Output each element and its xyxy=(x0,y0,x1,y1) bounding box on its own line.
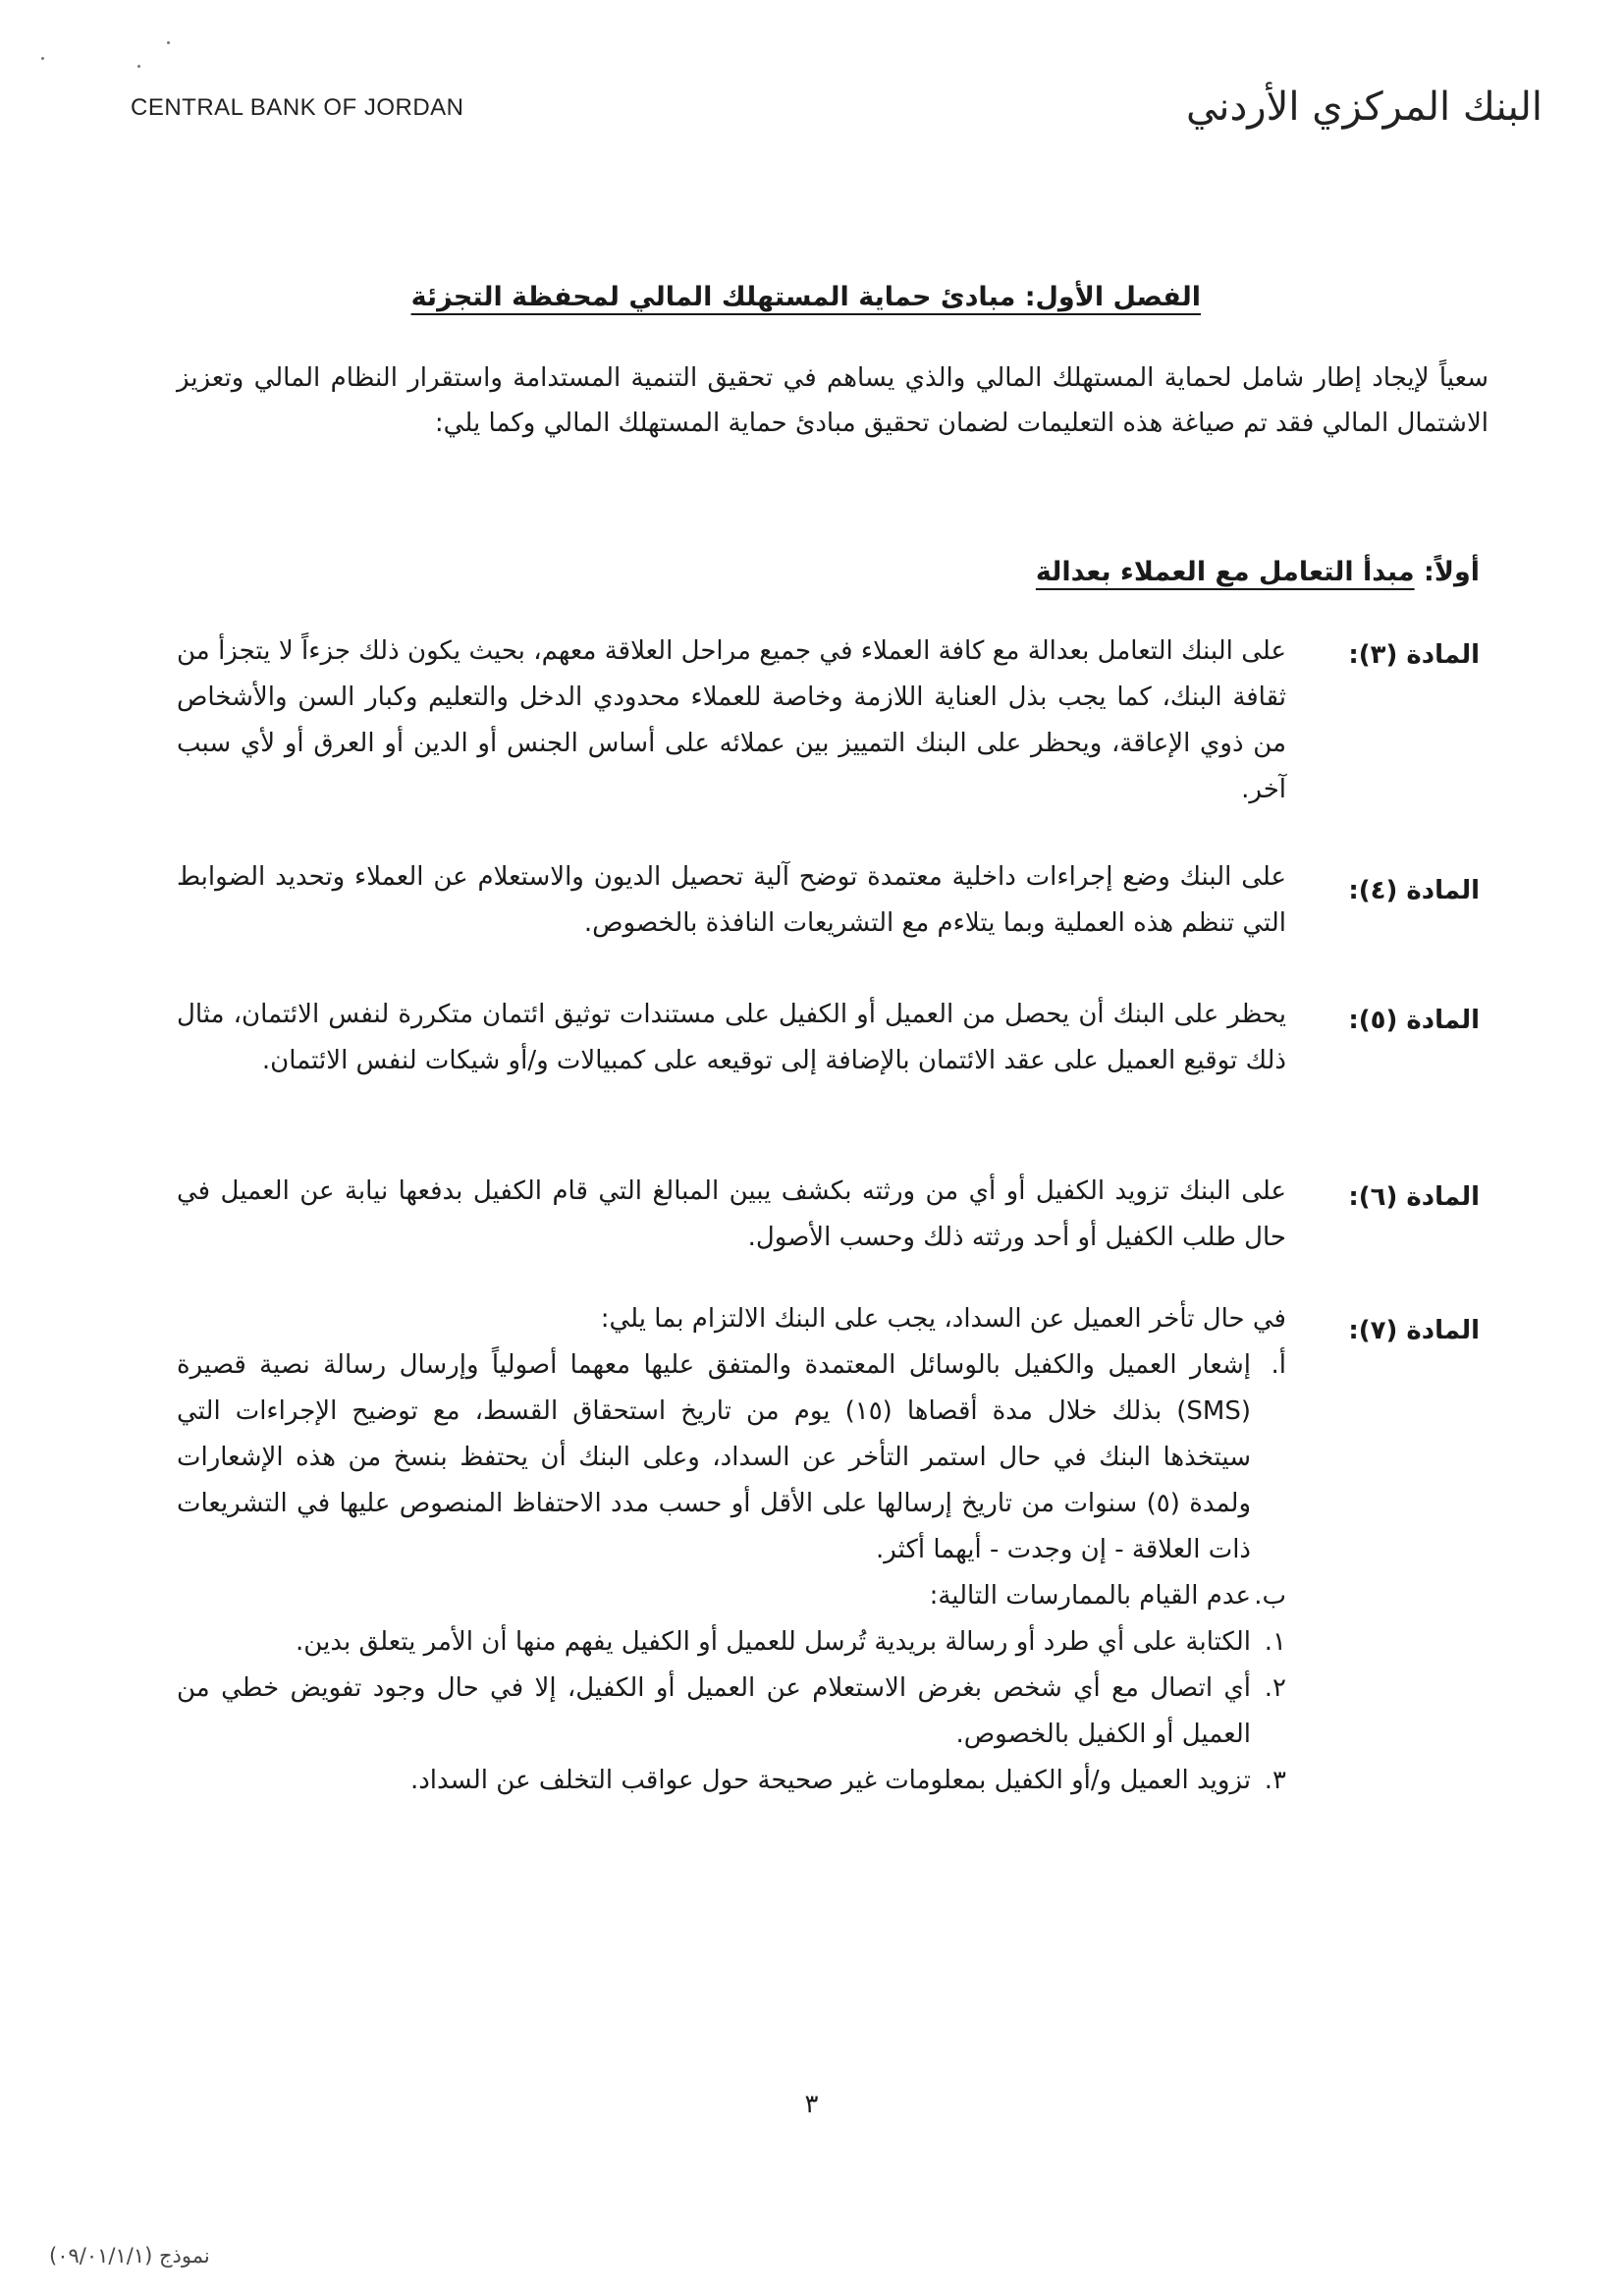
clause-b-marker: ب. xyxy=(1254,1581,1286,1611)
scan-speck xyxy=(41,57,44,60)
list-item-marker: ١. xyxy=(1264,1627,1286,1657)
list-item-marker: ٣. xyxy=(1264,1766,1286,1795)
list-item-text: تزويد العميل و/أو الكفيل بمعلومات غير صحيحة حول عواقب التخلف عن السداد. xyxy=(409,1766,1251,1795)
list-item-text: أي اتصال مع أي شخص بغرض الاستعلام عن العميل أو الكفيل، إلا في حال وجود تفويض خطي من العميل أو الكفيل بالخصوص. xyxy=(177,1673,1251,1749)
clause-a-text: إشعار العميل والكفيل بالوسائل المعتمدة والمتفق عليها معهما أصولياً وإرسال رسالة نصية قصيرة (SMS) بذلك خلال مدة أقصاها (١٥) يوم من تاريخ استحقاق القسط، مع توضيح الإجراءات التي سيتخذها البنك في حال استمر التأخر عن السداد، وعلى البنك أن يحتفظ بنسخ من هذه الإشعارات ولمدة (٥) سنوات من تاريخ إرسالها على الأقل أو حسب مدد الاحتفاظ المنصوص عليها في التشريعات ذات العلاقة - إن وجدت - أيهما أكثر. xyxy=(177,1350,1251,1564)
section-title: مبدأ التعامل مع العملاء بعدالة xyxy=(1035,557,1415,587)
clause-a-marker: أ. xyxy=(1271,1350,1286,1380)
scan-speck xyxy=(167,41,170,44)
article-6-text: على البنك تزويد الكفيل أو أي من ورثته بكشف يبين المبالغ التي قام الكفيل بدفعها نيابة عن العميل في حال طلب الكفيل أو أحد ورثته ذلك وحسب الأصول. xyxy=(177,1176,1286,1252)
list-item xyxy=(177,1619,1286,1666)
section-prefix: أولاً: xyxy=(1424,557,1480,587)
bank-name-latin: CENTRAL BANK OF JORDAN xyxy=(131,94,464,121)
article-3-label: المادة (٣): xyxy=(1348,640,1480,670)
article-7-body xyxy=(177,1296,1286,1804)
section-heading xyxy=(1036,557,1480,587)
article-6-label: المادة (٦): xyxy=(1348,1182,1480,1212)
page-number: ٣ xyxy=(804,2090,819,2119)
form-code: نموذج (٠٩/٠١/١/١) xyxy=(49,2244,210,2268)
list-item-marker: ٢. xyxy=(1264,1673,1286,1703)
article-7-clause-a xyxy=(177,1342,1286,1573)
list-item xyxy=(177,1758,1286,1804)
chapter-title: الفصل الأول: مبادئ حماية المستهلك المالي لمحفظة التجزئة xyxy=(410,282,1201,312)
intro-paragraph: سعياً لإيجاد إطار شامل لحماية المستهلك المالي والذي يساهم في تحقيق التنمية المستدامة واستقرار النظام المالي وتعزيز الاشتمال المالي فقد تم صياغة هذه التعليمات لضمان تحقيق مبادئ حماية المستهلك المالي وكما يلي: xyxy=(177,363,1488,438)
article-4-text: على البنك وضع إجراءات داخلية معتمدة توضح آلية تحصيل الديون والاستعلام عن العملاء وتحديد الضوابط التي تنظم هذه العملية وبما يتلاءم مع التشريعات النافذة بالخصوص. xyxy=(177,862,1286,938)
article-7-intro: في حال تأخر العميل عن السداد، يجب على البنك الالتزام بما يلي: xyxy=(600,1304,1286,1334)
article-5-text: يحظر على البنك أن يحصل من العميل أو الكفيل على مستندات توثيق ائتمان متكررة لنفس الائتمان، مثال ذلك توقيع العميل على عقد الائتمان بالإضافة إلى توقيعه على كمبيالات و/أو شيكات لنفس الائتمان. xyxy=(177,1000,1286,1075)
article-7-label: المادة (٧): xyxy=(1348,1316,1480,1345)
article-4-label: المادة (٤): xyxy=(1348,876,1480,905)
list-item xyxy=(177,1666,1286,1758)
article-3-text: على البنك التعامل بعدالة مع كافة العملاء في جميع مراحل العلاقة معهم، بحيث يكون ذلك جزءاً لا يتجزأ من ثقافة البنك، كما يجب بذل العناية اللازمة وخاصة للعملاء محدودي الدخل والتعليم وكبار السن والأشخاص من ذوي الإعاقة، ويحظر على البنك التمييز بين عملائه على أساس الجنس أو الدين أو العرق أو لأي سبب آخر. xyxy=(177,636,1286,804)
bank-name-arabic: البنك المركزي الأردني xyxy=(1185,84,1542,130)
article-5-label: المادة (٥): xyxy=(1348,1006,1480,1035)
scan-speck xyxy=(137,65,140,68)
clause-b-text: عدم القيام بالممارسات التالية: xyxy=(929,1581,1251,1611)
list-item-text: الكتابة على أي طرد أو رسالة بريدية تُرسل للعميل أو الكفيل يفهم منها أن الأمر يتعلق بدين. xyxy=(296,1627,1251,1657)
article-7-clause-b xyxy=(177,1573,1286,1619)
